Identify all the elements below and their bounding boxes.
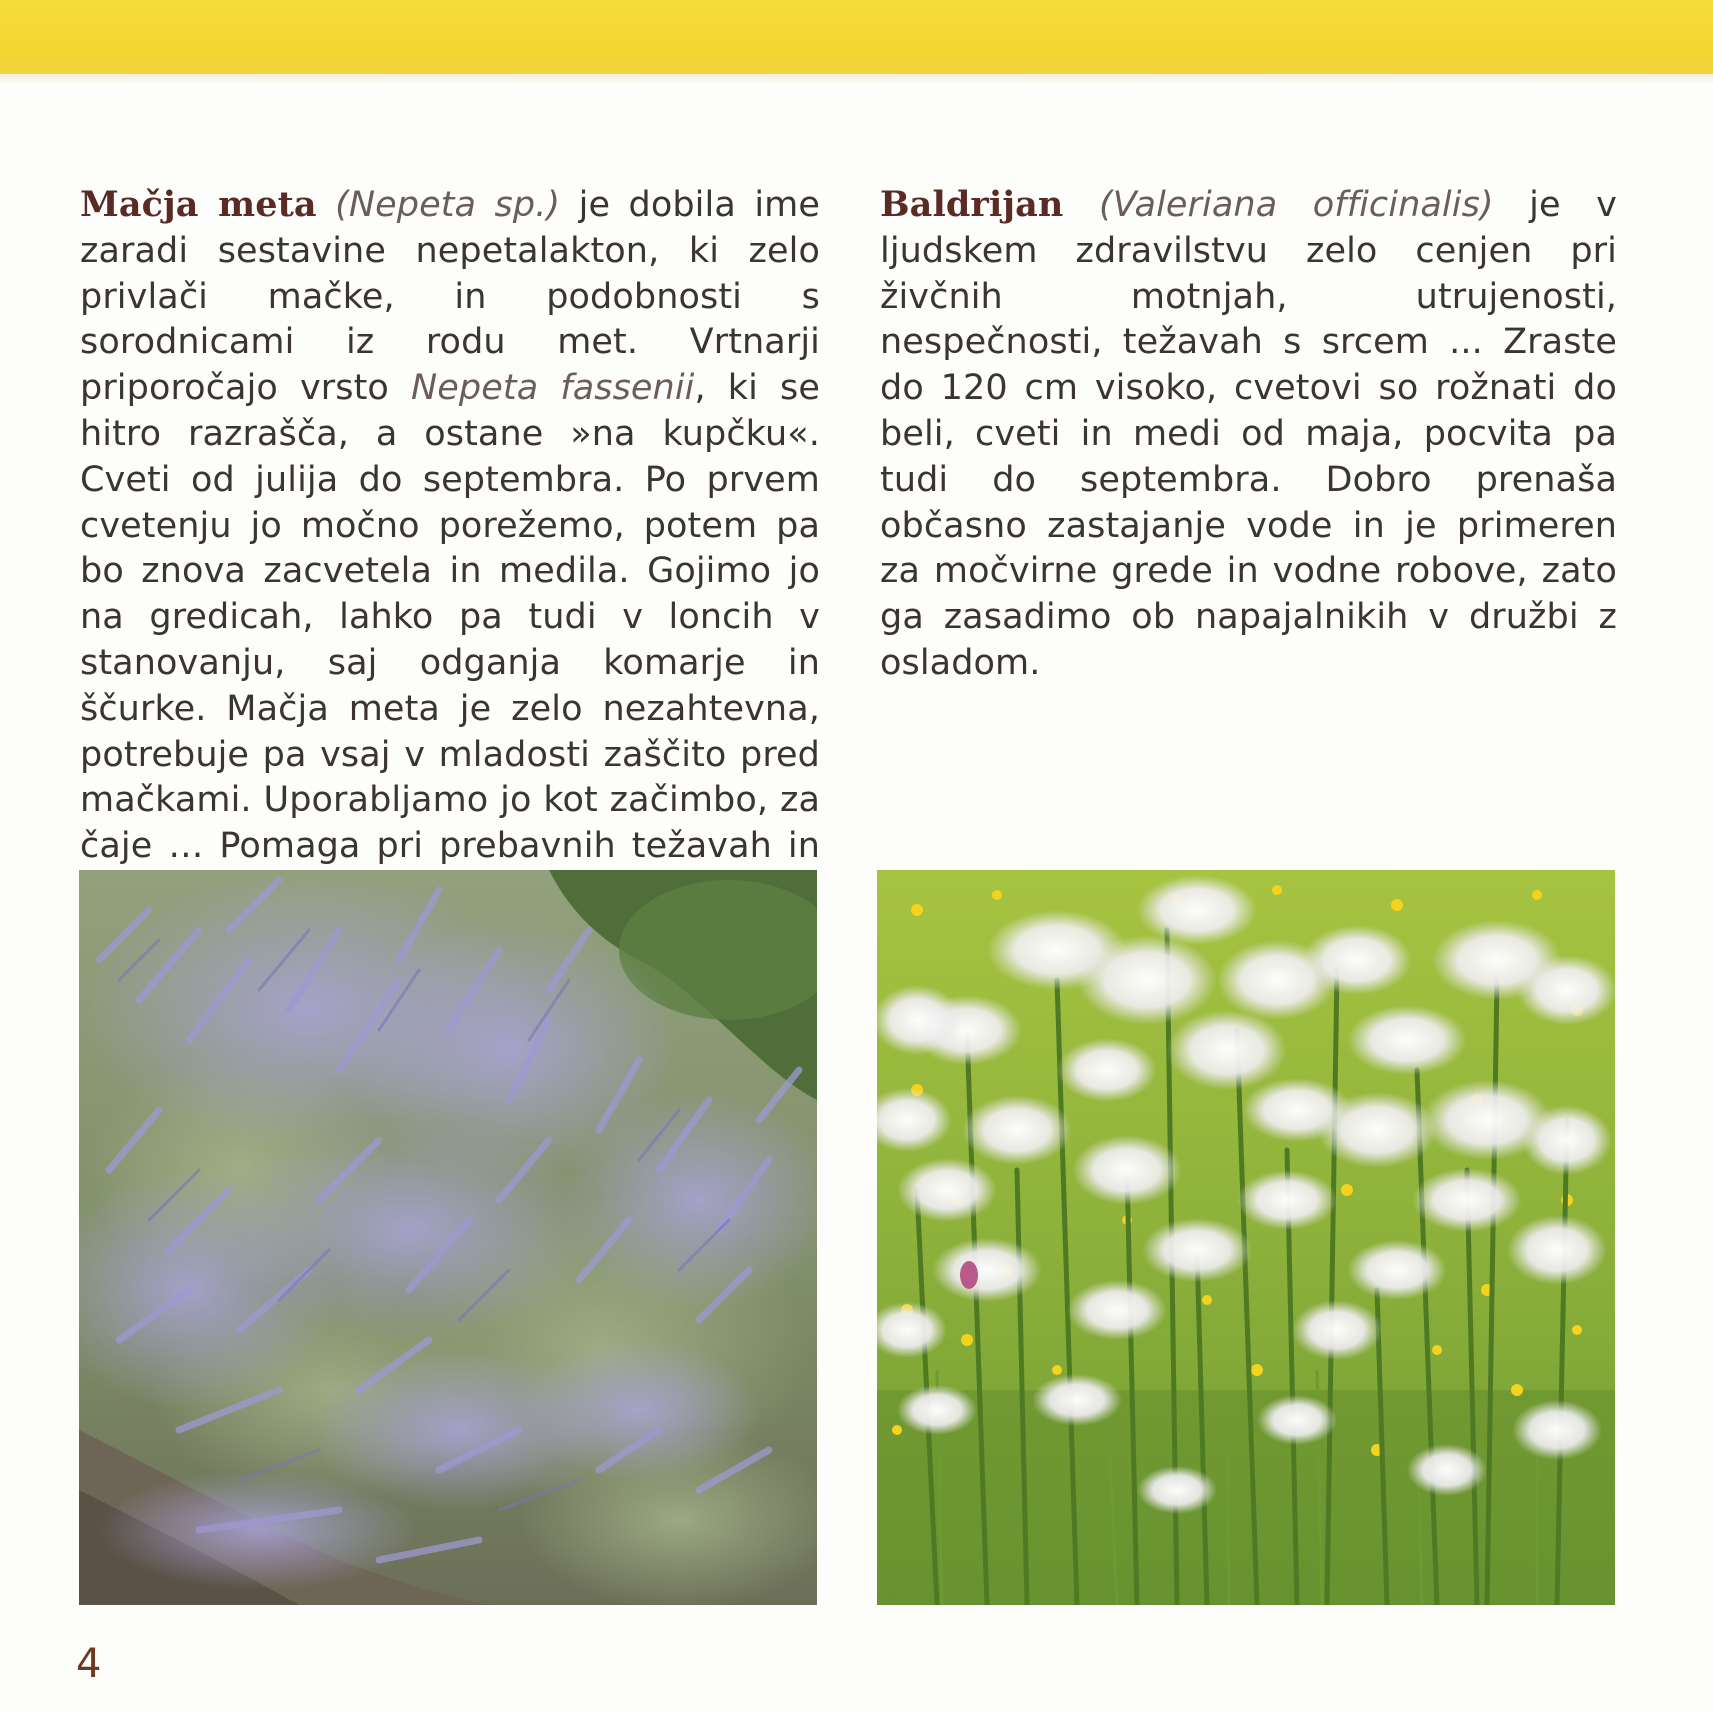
article-catnip bbox=[80, 182, 820, 916]
latin-name-valeriana: (Valeriana officinalis) bbox=[1098, 185, 1494, 225]
article-text-part-1: je dobila ime zaradi sestavine nepetalakton, ki zelo privlači mačke, in podobnosti s sorodnicami iz rodu met. Vrtnarji priporočajo vrsto bbox=[80, 185, 820, 409]
photo-valerian bbox=[877, 870, 1615, 1605]
band-shadow bbox=[0, 74, 1713, 84]
article-text: je v ljudskem zdravilstvu zelo cenjen pri živčnih motnjah, utrujenosti, nespečnosti, težavah s srcem ... Zraste do 120 cm visoko, cvetovi so rožnati do beli, cveti in medi od maja, pocvita pa tudi do septembra. Dobro prenaša občasno zastajanje vode in je primeren za močvirne grede in vodne robove, zato ga zasadimo ob napajalnikih v družbi z osladom. bbox=[880, 185, 1617, 683]
heading-catnip: Mačja meta bbox=[80, 184, 317, 225]
top-color-band bbox=[0, 0, 1713, 74]
cultivar-name: Nepeta fassenii bbox=[411, 368, 695, 409]
photo-catnip bbox=[79, 870, 817, 1605]
article-text-part-2: , ki se hitro razrašča, a ostane »na kupčku«. Cveti od julija do septembra. Po prvem cvetenju jo močno porežemo, potem pa bo znova zacvetela in medila. Gojimo jo na gredicah, lahko pa tudi v loncih v stanovanju, saj odganja komarje in ščurke. Mačja meta je zelo nezahtevna, potrebuje pa vsaj v mladosti zaščito pred mačkami. Uporabljamo jo kot začimbo, za čaje … Pomaga pri prebavnih težavah in bbox=[80, 368, 820, 867]
page-number: 4 bbox=[76, 1641, 102, 1687]
article-valerian bbox=[880, 182, 1617, 687]
heading-valerian: Baldrijan bbox=[880, 184, 1064, 225]
latin-name-nepeta: (Nepeta sp.) bbox=[335, 185, 561, 225]
